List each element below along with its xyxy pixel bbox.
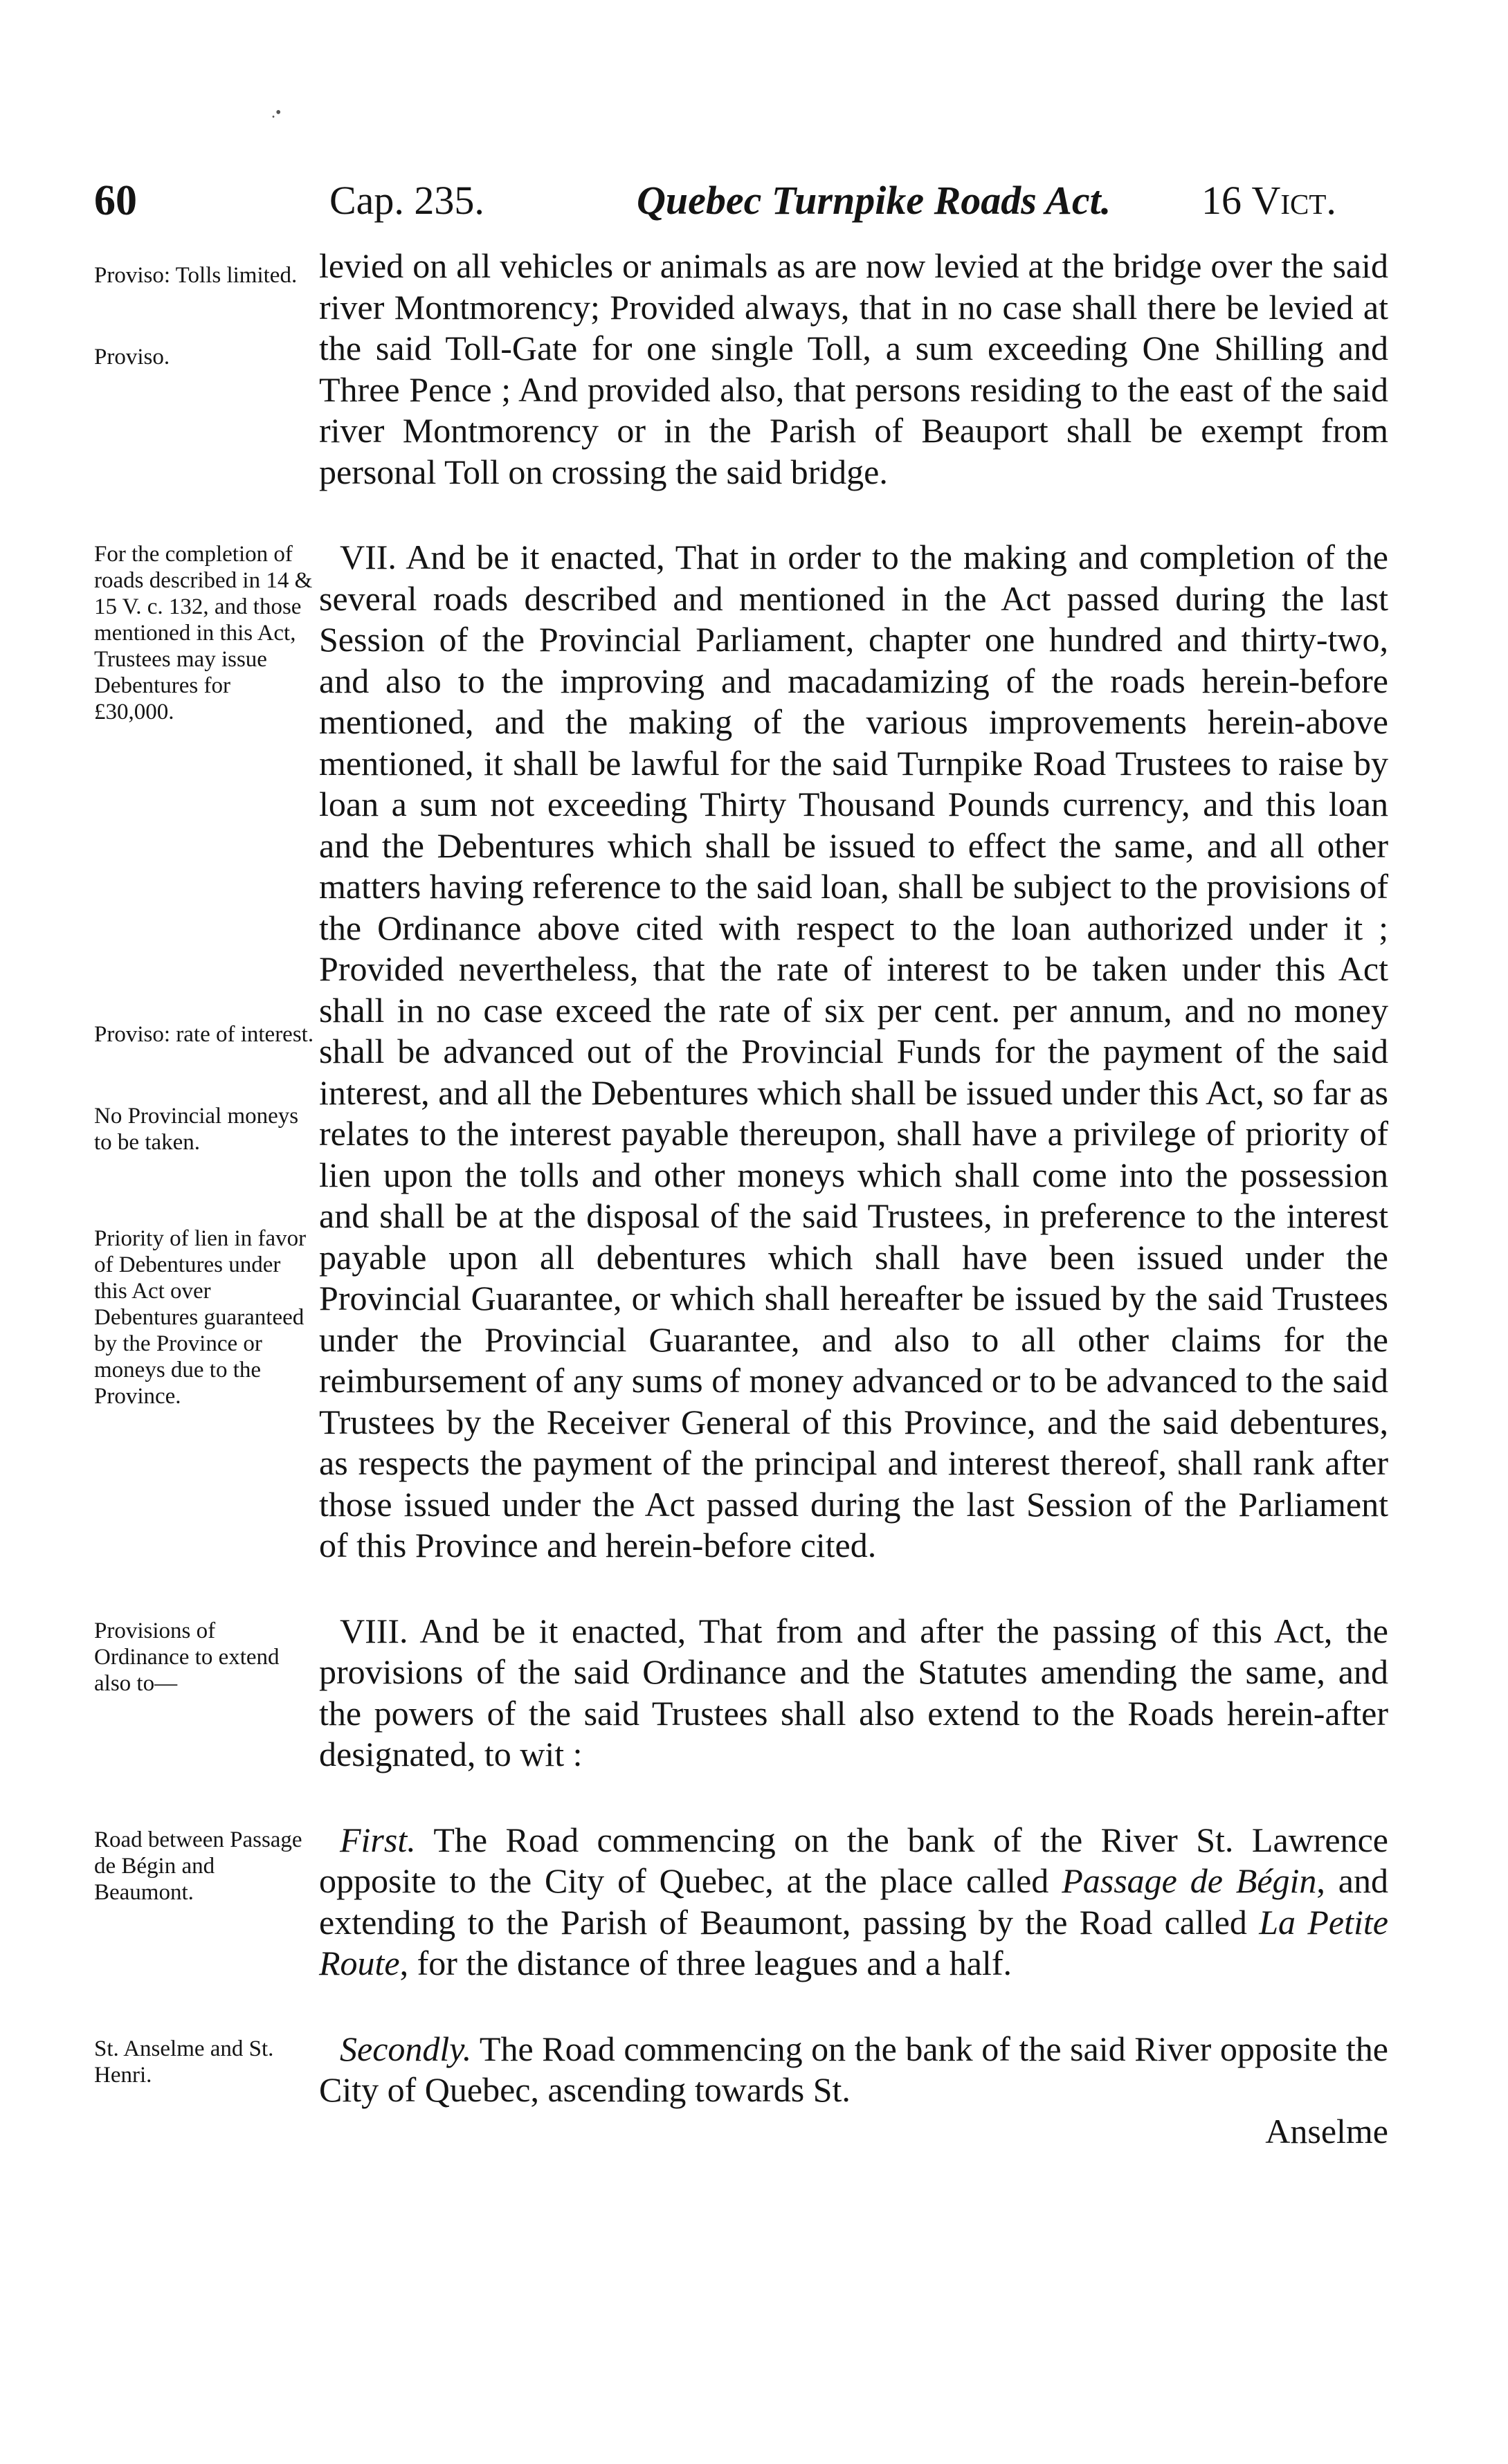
paragraph (319, 537, 1388, 1567)
catchword: Anselme (1265, 2111, 1388, 2151)
place-name: La Petite Route (319, 1902, 1388, 1982)
paragraph (319, 2029, 1388, 2111)
paragraph-text: And be it enacted, That from and after the passing of this Act, the provisions of the said Ordinance and the Statutes amending the same, and the powers of the said Trustees shall also extend to the Roads herein-after designated, to wit : (319, 1611, 1388, 1773)
section-text (319, 1611, 1388, 1776)
page-body (94, 246, 1388, 2196)
section-text (319, 2029, 1388, 2153)
marginal-notes (94, 1820, 316, 1984)
paragraph (319, 1611, 1388, 1776)
margin-note: Provisions of Ordinance to extend also to— (94, 1618, 280, 1696)
margin-note: St. Anselme and St. Henri. (94, 2036, 274, 2088)
margin-note: Priority of lien in favor of Debentures under this Act over Debentures guaranteed by the Province or moneys due to the Province. (94, 1226, 307, 1409)
marginal-notes (94, 2029, 316, 2153)
margin-note: Proviso. (94, 345, 170, 369)
text-run: , and extending to the Parish of Beaumont, passing by the Road called (319, 1861, 1388, 1942)
section-number: VIII. (340, 1611, 408, 1650)
paragraph-text: The Road commencing on the bank of the said River opposite the City of Quebec, ascending towards St. (319, 2029, 1388, 2109)
section-number: VII. (340, 538, 397, 576)
printer-ornament: .• (271, 104, 282, 122)
section-text (319, 537, 1388, 1567)
section-text (319, 1820, 1388, 1984)
margin-note: No Provincial moneys to be taken. (94, 1104, 299, 1155)
paragraph-text: And be it enacted, That in order to the making and completion of the several roads described and mentioned in the Act passed during the last Session of the Provincial Parliament, chapter one hundred and thirty-two, and also to the improving and macadamizing of the roads herein-before mentioned, and the making of the various improvements herein-above mentioned, it shall be lawful for the said Turnpike Road Trustees to raise by loan a sum not exceeding Thirty Thousand Pounds currency, and this loan and the Debentures which shall be issued to effect the same, and all other matters having reference to the said loan, shall be subject to the provisions of the Ordinance above cited with respect to the loan authorized under it ; Provided nevertheless, that the rate of interest to be taken under this Act shall in no case exceed the rate of six per cent. per annum, and no money shall be advanced out of the Provincial Funds for the payment of the said interest, and all the Debentures which shall be issued under this Act, so far as relates to the interest payable thereupon, shall have a privilege of priority of lien upon the tolls and other moneys which shall come into the possession and shall be at the disposal of the said Trustees, in preference to the interest payable upon all debentures which shall have been issued under the Provincial Guarantee, or which shall hereafter be issued by the said Trustees under the Provincial Guarantee, and also to all other claims for the reimbursement of any sums of money advanced or to be advanced to the said Trustees by the Receiver General of this Province, and the said debentures, as respects the payment of the principal and interest thereof, shall rank after those issued under the Act passed during the last Session of the Parliament of this Province and herein-before cited. (319, 538, 1388, 1564)
margin-note: Proviso: rate of interest. (94, 1022, 314, 1047)
section-first-road (94, 1820, 1388, 1984)
margin-note: Road between Passage de Bégin and Beaumont. (94, 1827, 302, 1905)
section-second-road (94, 2029, 1388, 2153)
margin-note: Proviso: Tolls limited. (94, 263, 298, 288)
regnal-number: 16 (1201, 178, 1242, 223)
enumeration-lead: Secondly. (340, 2029, 472, 2068)
marginal-notes (94, 1611, 316, 1776)
text-run: , for the distance of three leagues and a half. (399, 1944, 1012, 1982)
paragraph (319, 1820, 1388, 1984)
enumeration-lead: First. (340, 1820, 416, 1859)
act-title: Quebec Turnpike Roads Act. (637, 178, 1111, 223)
chapter-label: Cap. 235. (329, 178, 484, 223)
page-number: 60 (94, 177, 137, 224)
paragraph: levied on all vehicles or animals as are now levied at the bridge over the said river Montmorency; Provided always, that in no case shall there be levied at the said Toll-Gate for one single Toll, a sum exceeding One Shilling and Three Pence ; And provided also, that persons residing to the east of the said river Montmorency or in the Parish of Beauport shall be exempt from personal Toll on crossing the said bridge. (319, 246, 1388, 491)
section-vii (94, 537, 1388, 1567)
regnal-year (1201, 173, 1336, 228)
marginal-notes (94, 537, 316, 1567)
section-text (319, 246, 1388, 493)
margin-note: For the completion of roads described in 14 & 15 V. c. 132, and those mentioned in this Act, Trustees may issue Debentures for £30,000. (94, 542, 313, 724)
section-tolls (94, 246, 1388, 493)
regnal-name: Vict. (1251, 178, 1336, 223)
running-header (0, 173, 1508, 228)
section-viii (94, 1611, 1388, 1776)
text-run: The Road commencing on the bank of the River St. Lawrence opposite to the City of Quebec, at the place called (319, 1820, 1388, 1900)
place-name: Passage de Bégin (1062, 1861, 1317, 1900)
marginal-notes (94, 246, 316, 493)
